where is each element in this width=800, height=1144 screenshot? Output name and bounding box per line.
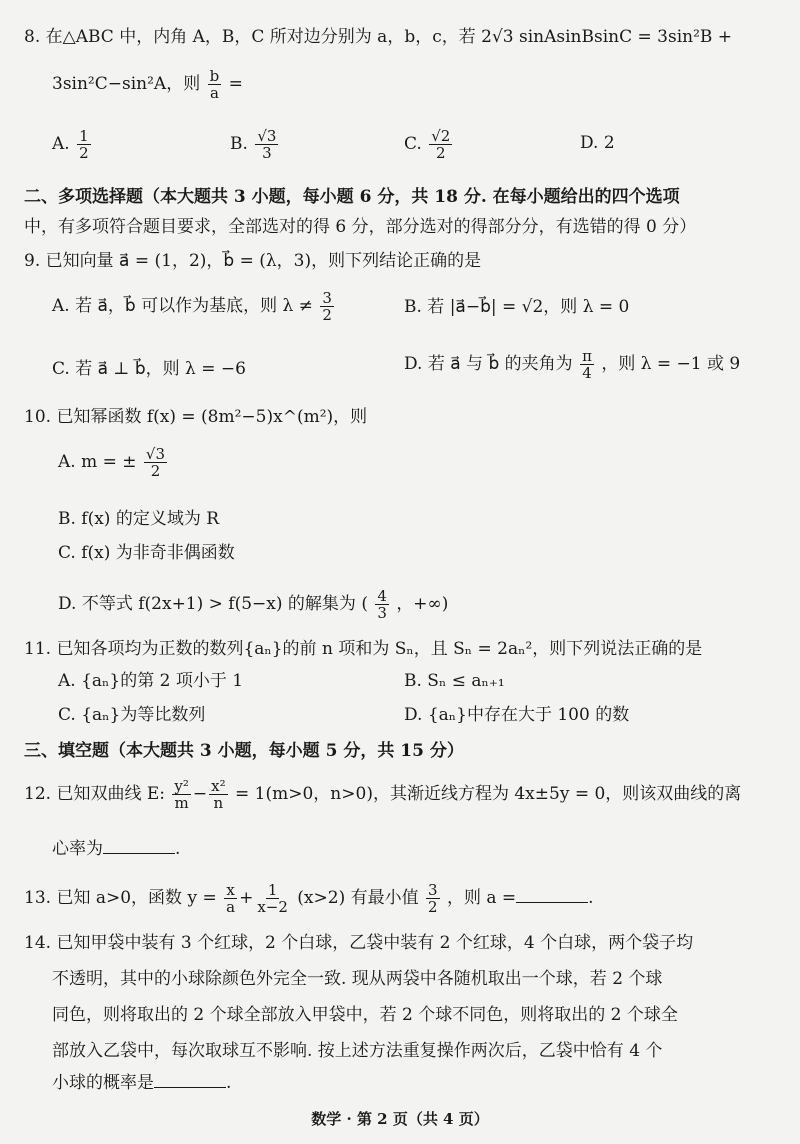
- q8-line1: 8. 在△ABC 中，内角 A，B，C 所对边分别为 a，b，c，若 2√3 sinAsinBsinC = 3sin²B +: [24, 27, 733, 47]
- q8-option-a: [52, 128, 93, 161]
- q11-option-b: B. Sₙ ≤ aₙ₊₁: [404, 671, 505, 691]
- q8-option-c-frac: [429, 128, 452, 161]
- q10-option-d-frac: [375, 588, 389, 621]
- q14-line2: 不透明，其中的小球除颜色外完全一致. 现从两袋中各随机取出一个球，若 2 个球: [52, 969, 663, 989]
- section2-heading-line2: 中，有多项符合题目要求，全部选对的得 6 分，部分选对的得部分分，有选错的得 0 分）: [24, 217, 697, 237]
- q9-option-d-frac: [580, 348, 594, 381]
- q10-stem: 10. 已知幂函数 f(x) = (8m²−5)x^(m²)，则: [24, 407, 368, 427]
- q10-option-a-frac: [144, 446, 167, 479]
- q10-option-a: [58, 446, 169, 479]
- q13-frac3-den: 2: [428, 898, 438, 916]
- q14-line3: 同色，则将取出的 2 个球全部放入甲袋中，若 2 个球不同色，则将取出的 2 个球全: [52, 1005, 678, 1025]
- q9-option-c: C. 若 a⃗ ⊥ b⃗，则 λ = −6: [52, 359, 246, 379]
- q9-option-d-post: ，则 λ = −1 或 9: [601, 354, 741, 374]
- q8-option-c: [404, 128, 454, 161]
- q14-answer-blank[interactable]: [154, 1073, 226, 1088]
- q13-answer-blank[interactable]: [516, 888, 588, 903]
- section2-heading-line1: 二、多项选择题（本大题共 3 小题，每小题 6 分，共 18 分. 在每小题给出的四个选项: [24, 187, 680, 207]
- q8-option-a-label: A.: [52, 134, 70, 154]
- q10-option-a-text: A. m = ±: [58, 452, 137, 472]
- q13-line: [24, 882, 594, 915]
- q12-frac-x2-n: [209, 778, 227, 811]
- q13-frac2-num: 1: [267, 881, 278, 899]
- q12-text-post: = 1(m>0，n>0)，其渐近线方程为 4x±5y = 0，则该双曲线的离: [235, 784, 742, 804]
- q8-option-b-den: 3: [262, 144, 272, 162]
- q14-line5: [52, 1072, 231, 1094]
- q13-frac-1-x-2: [255, 882, 290, 915]
- q12-line2-text: 心率为: [52, 839, 103, 859]
- q13-frac-3-2: [426, 882, 440, 915]
- q13-frac2-den: x−2: [257, 898, 288, 916]
- q12-frac-y2-m: [172, 778, 191, 811]
- q9-option-d-num: π: [582, 347, 592, 365]
- q8-option-d: D. 2: [580, 133, 615, 153]
- q10-option-d-post: ，+∞): [396, 594, 449, 614]
- q13-frac-x-a: [224, 882, 237, 915]
- q9-option-a-frac: [320, 290, 334, 323]
- q13-frac1-num: x: [226, 881, 235, 899]
- q10-option-a-den: 2: [150, 462, 161, 480]
- q12-line2: [52, 838, 180, 860]
- q9-option-a-text: A. 若 a⃗，b⃗ 可以作为基底，则 λ ≠: [52, 296, 313, 316]
- q9-option-d-text: D. 若 a⃗ 与 b⃗ 的夹角为: [404, 354, 573, 374]
- q9-option-a-den: 2: [322, 306, 332, 324]
- q8-line2: [52, 68, 243, 101]
- q8-option-a-num: 1: [79, 127, 89, 145]
- q13-frac1-den: a: [226, 898, 236, 916]
- q9-option-b: B. 若 |a⃗−b⃗| = √2，则 λ = 0: [404, 297, 630, 317]
- q8-option-c-label: C.: [404, 134, 422, 154]
- q12-minus: −: [192, 784, 208, 804]
- q10-option-d: [58, 588, 448, 621]
- q10-option-b: B. f(x) 的定义域为 R: [58, 509, 220, 529]
- q13-text-post: ，则 a =: [446, 888, 517, 908]
- q13-frac3-num: 3: [428, 881, 438, 899]
- q8-frac-b-over-a: [208, 68, 222, 101]
- q13-end: .: [588, 888, 594, 908]
- q8-option-b-frac: [255, 128, 278, 161]
- q12-line1: [24, 778, 741, 811]
- page-footer: 数学 · 第 2 页（共 4 页）: [311, 1110, 489, 1128]
- q14-line1: 14. 已知甲袋中装有 3 个红球，2 个白球，乙袋中装有 2 个红球，4 个白球，两个袋子均: [24, 933, 694, 953]
- q12-answer-blank[interactable]: [103, 839, 175, 854]
- q8-option-b: [230, 128, 280, 161]
- q14-line5-text: 小球的概率是: [52, 1073, 154, 1093]
- q12-frac2-num: x²: [211, 777, 226, 795]
- q9-option-d-den: 4: [582, 364, 592, 382]
- section3-heading: 三、填空题（本大题共 3 小题，每小题 5 分，共 15 分）: [24, 741, 464, 761]
- q10-option-c: C. f(x) 为非奇非偶函数: [58, 543, 235, 563]
- q11-stem: 11. 已知各项均为正数的数列{aₙ}的前 n 项和为 Sₙ，且 Sₙ = 2aₙ²，则下列说法正确的是: [24, 639, 703, 659]
- q8-option-b-label: B.: [230, 134, 248, 154]
- q11-option-d: D. {aₙ}中存在大于 100 的数: [404, 705, 630, 725]
- q12-frac2-den: n: [213, 794, 224, 812]
- q8-option-a-den: 2: [79, 144, 89, 162]
- q12-text-pre: 12. 已知双曲线 E:: [24, 784, 165, 804]
- q10-option-d-text: D. 不等式 f(2x+1) > f(5−x) 的解集为 (: [58, 594, 368, 614]
- q10-option-a-num: √3: [145, 445, 166, 463]
- q12-frac1-den: m: [174, 794, 189, 812]
- q13-text-pre: 13. 已知 a>0，函数 y =: [24, 888, 217, 908]
- q8-eq: =: [228, 74, 243, 94]
- q10-option-d-den: 3: [377, 604, 387, 622]
- q13-text-mid: (x>2) 有最小值: [297, 888, 419, 908]
- q14-line4: 部放入乙袋中，每次取球互不影响. 按上述方法重复操作两次后，乙袋中恰有 4 个: [52, 1041, 663, 1061]
- q8-option-a-frac: [77, 128, 91, 161]
- q13-plus: +: [239, 888, 254, 908]
- q12-frac1-num: y²: [174, 777, 189, 795]
- q9-option-a: [52, 290, 336, 323]
- q9-option-d: [404, 348, 740, 381]
- q11-option-c: C. {aₙ}为等比数列: [58, 705, 206, 725]
- q8-line2-text: 3sin²C−sin²A，则: [52, 74, 201, 94]
- q8-option-c-den: 2: [436, 144, 446, 162]
- q14-end: .: [226, 1073, 232, 1093]
- q9-stem: 9. 已知向量 a⃗ = (1，2)，b⃗ = (λ，3)，则下列结论正确的是: [24, 251, 482, 271]
- q12-end: .: [175, 839, 181, 859]
- q9-option-a-num: 3: [322, 289, 332, 307]
- q8-option-b-num: √3: [257, 127, 277, 145]
- q11-option-a: A. {aₙ}的第 2 项小于 1: [58, 671, 244, 691]
- q8-frac-den: a: [209, 84, 219, 102]
- q8-option-c-num: √2: [431, 127, 451, 145]
- q8-frac-num: b: [209, 67, 220, 85]
- q10-option-d-num: 4: [377, 587, 387, 605]
